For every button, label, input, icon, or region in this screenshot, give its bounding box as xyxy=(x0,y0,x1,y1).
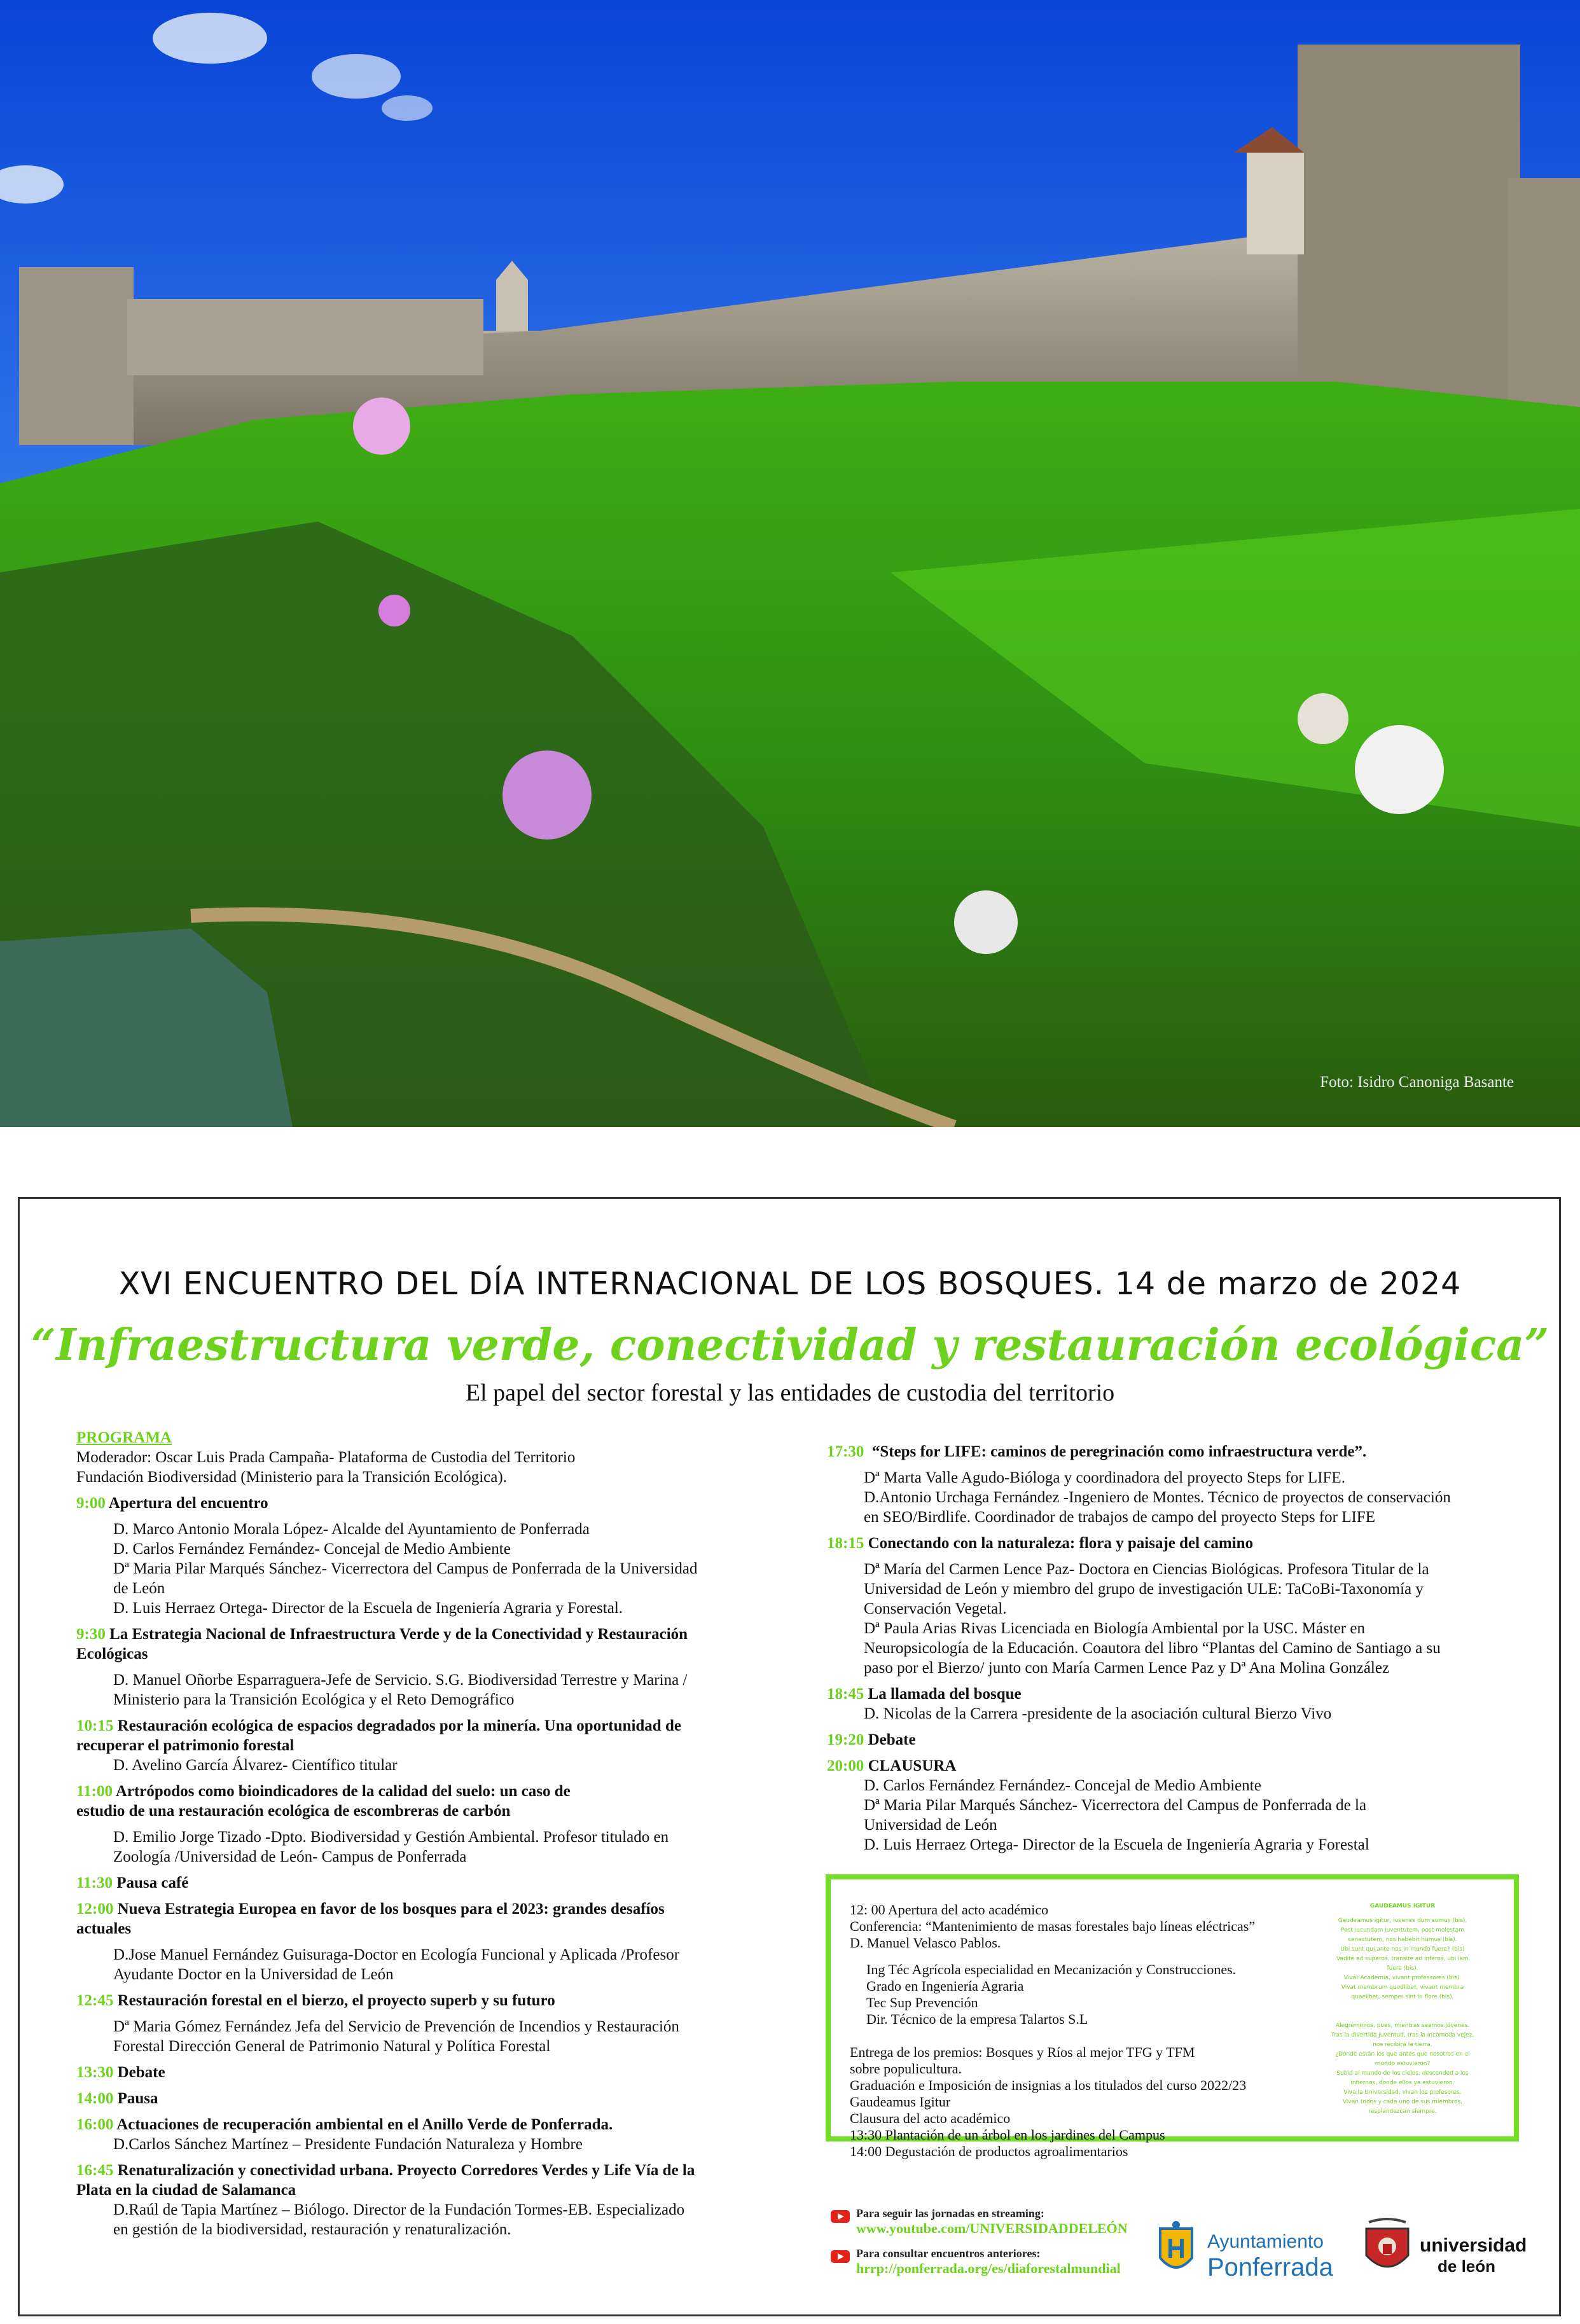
ponferrada-label: Ponferrada xyxy=(1207,2253,1333,2281)
session-title: Actuaciones de recuperación ambiental en el Anillo Verde de Ponferrada. xyxy=(116,2116,613,2133)
moderator-line: Fundación Biodiversidad (Ministerio para la Transición Ecológica). xyxy=(76,1469,507,1486)
session-time: 9:30 xyxy=(76,1626,106,1643)
youtube-icon[interactable] xyxy=(831,2250,850,2263)
ayuntamiento-label: Ayuntamiento xyxy=(1207,2231,1324,2252)
event-subtitle: “Infraestructura verde, conectividad y restauración ecológica” xyxy=(31,1320,1549,1371)
session-time: 16:45 xyxy=(76,2162,114,2179)
session-title: CLAUSURA xyxy=(868,1757,957,1774)
session-heading xyxy=(76,1873,763,1893)
speaker-line: paso por el Bierzo/ junto con María Carmen Lence Paz y Dª Ana Molina González xyxy=(864,1659,1390,1677)
youtube-icon[interactable] xyxy=(831,2210,850,2223)
session-title: estudio de una restauración ecológica de escombreras de carbón xyxy=(76,1802,511,1820)
lyrics-line: Vivan todos y cada uno de sus miembros, xyxy=(1342,2099,1463,2105)
speaker-line: D. Marco Antonio Morala López- Alcalde del Ayuntamiento de Ponferrada xyxy=(113,1521,590,1538)
speaker-line: Forestal Dirección General de Patrimonio Natural y Política Forestal xyxy=(113,2038,551,2055)
session-title: La llamada del bosque xyxy=(868,1685,1022,1703)
academic-line: D. Manuel Velasco Pablos. xyxy=(850,1935,1001,1951)
session-heading xyxy=(827,1730,1504,1750)
academic-line: 12: 00 Apertura del acto académico xyxy=(850,1902,1049,1918)
speaker-line: Dª Maria Pilar Marqués Sánchez- Vicerrectora del Campus de Ponferrada de la xyxy=(864,1797,1367,1814)
session-title: Plata en la ciudad de Salamanca xyxy=(76,2182,296,2199)
academic-line: 14:00 Degustación de productos agroalimentarios xyxy=(850,2143,1128,2159)
session-heading xyxy=(76,2161,763,2180)
speaker-line: D.Antonio Urchaga Fernández -Ingeniero de Montes. Técnico de proyectos de conservación xyxy=(864,1489,1451,1506)
session-heading xyxy=(76,1624,763,1644)
academic-act-text xyxy=(850,1902,1308,2160)
session-title: “Steps for LIFE: caminos de peregrinación como infraestructura verde”. xyxy=(871,1443,1367,1460)
academic-line: Entrega de los premios: Bosques y Ríos al mejor TFG y TFM xyxy=(850,2044,1195,2060)
event-title: XVI ENCUENTRO DEL DÍA INTERNACIONAL DE LOS BOSQUES. 14 de marzo de 2024 xyxy=(118,1266,1462,1302)
academic-line: sobre populicultura. xyxy=(850,2061,962,2077)
session-title: Restauración forestal en el bierzo, el proyecto superb y su futuro xyxy=(117,1992,555,2009)
speaker-line: D. Avelino García Álvarez- Científico titular xyxy=(113,1757,398,1774)
session-title: Nueva Estrategia Europea en favor de los bosques para el 2023: grandes desafíos xyxy=(117,1900,665,1918)
academic-line: Grado en Ingeniería Agraria xyxy=(866,1978,1024,1994)
lyrics-line: quaelibet, semper sint in flore (bis). xyxy=(1351,1994,1454,2000)
universidad-leon-crest-icon xyxy=(1362,2216,1412,2279)
session-time: 19:20 xyxy=(827,1731,864,1748)
speaker-line: D. Luis Herraez Ortega- Director de la Escuela de Ingeniería Agraria y Forestal xyxy=(864,1836,1369,1853)
speaker-line: D. Luis Herraez Ortega- Director de la Escuela de Ingeniería Agraria y Forestal. xyxy=(113,1600,623,1617)
speaker-line: en SEO/Birdlife. Coordinador de trabajos de campo del proyecto Steps for LIFE xyxy=(864,1509,1375,1526)
lyrics-line: Vivat membrum quodlibet, vivant membra xyxy=(1341,1984,1464,1991)
session-time: 12:00 xyxy=(76,1900,114,1918)
session-time: 18:45 xyxy=(827,1685,864,1703)
speaker-line: Zoología /Universidad de León- Campus de Ponferrada xyxy=(113,1848,467,1865)
lyrics-line: fuere (bis). xyxy=(1387,1965,1418,1972)
academic-line: Tec Sup Prevención xyxy=(866,1995,978,2010)
speaker-line: D. Carlos Fernández Fernández- Concejal de Medio Ambiente xyxy=(113,1540,511,1558)
lyrics-line: Vadite ad superos, transite ad inferos, ubi iam xyxy=(1336,1956,1469,1962)
program-left-column xyxy=(76,1428,763,2239)
lyrics-line: Viva la Universidad, vivan los profesores. xyxy=(1343,2089,1462,2096)
speaker-line: D. Manuel Oñorbe Esparraguera-Jefe de Servicio. S.G. Biodiversidad Terrestre y Marina / xyxy=(113,1671,688,1689)
header-photo xyxy=(0,0,1580,1127)
lyrics-line: nos recibirá la tierra. xyxy=(1373,2042,1432,2048)
session-time: 13:30 xyxy=(76,2064,114,2081)
session-heading xyxy=(76,1716,763,1736)
moderator-line: Moderador: Oscar Luis Prada Campaña- Plataforma de Custodia del Territorio xyxy=(76,1449,576,1466)
lyrics-title: GAUDEAMUS IGITUR xyxy=(1369,1903,1436,1909)
speaker-line: Dª María del Carmen Lence Paz- Doctora en Ciencias Biológicas. Profesora Titular de la xyxy=(864,1561,1429,1578)
speaker-line: D.Raúl de Tapia Martínez – Biólogo. Director de la Fundación Tormes-EB. Especializado xyxy=(113,2201,685,2218)
streaming-info xyxy=(856,2206,1128,2236)
session-heading xyxy=(76,1493,763,1513)
previous-editions-link[interactable]: hrrp://ponferrada.org/es/diaforestalmundial xyxy=(856,2260,1121,2276)
lyrics-line: ¿Dónde están los que antes que nosotros en el xyxy=(1335,2051,1470,2058)
castle-landscape-image xyxy=(0,0,1580,1127)
speaker-line: D.Carlos Sánchez Martínez – Presidente Fundación Naturaleza y Hombre xyxy=(113,2136,583,2153)
academic-line: Ing Téc Agrícola especialidad en Mecanización y Construcciones. xyxy=(866,1961,1237,1977)
speaker-line: Conservación Vegetal. xyxy=(864,1600,1007,1617)
session-heading xyxy=(827,1442,1504,1462)
session-title: Debate xyxy=(868,1731,916,1748)
session-time: 11:00 xyxy=(76,1783,113,1800)
program-right-column xyxy=(827,1442,1504,1855)
lyrics-line: mundo estuvieron? xyxy=(1375,2061,1431,2067)
universidad-label: universidad xyxy=(1420,2235,1527,2256)
session-title: Renaturalización y conectividad urbana. Proyecto Corredores Verdes y Life Vía de la xyxy=(117,2162,695,2179)
speaker-line: D. Carlos Fernández Fernández- Concejal de Medio Ambiente xyxy=(864,1777,1261,1794)
speaker-line: Universidad de León y miembro del grupo de investigación ULE: TaCoBi-Taxonomía y xyxy=(864,1580,1424,1598)
session-heading xyxy=(76,1781,763,1801)
session-heading xyxy=(827,1533,1504,1553)
session-heading xyxy=(76,2115,763,2134)
speaker-line: Dª Marta Valle Agudo-Bióloga y coordinadora del proyecto Steps for LIFE. xyxy=(864,1469,1345,1486)
de-leon-label: de león xyxy=(1438,2257,1496,2276)
lyrics-line: Alegrémonos, pues, mientras seamos jóvenes. xyxy=(1335,2023,1470,2029)
academic-line: 13:30 Plantación de un árbol en los jardines del Campus xyxy=(850,2127,1165,2143)
academic-line: Dir. Técnico de la empresa Talartos S.L xyxy=(866,2011,1088,2027)
speaker-line: Dª Paula Arias Rivas Licenciada en Biología Ambiental por la USC. Máster en xyxy=(864,1620,1365,1637)
session-title: Conectando con la naturaleza: flora y paisaje del camino xyxy=(868,1535,1254,1552)
session-title: Ecológicas xyxy=(76,1645,148,1663)
speaker-line: de León xyxy=(113,1580,165,1597)
session-title: actuales xyxy=(76,1920,132,1937)
speaker-line: en gestión de la biodiversidad, restauración y renaturalización. xyxy=(113,2221,511,2238)
session-time: 9:00 xyxy=(76,1495,106,1512)
session-title: La Estrategia Nacional de Infraestructura Verde y de la Conectividad y Restauración xyxy=(109,1626,688,1643)
lyrics-line: Tras la divertida juventud, tras la incómoda vejez, xyxy=(1331,2032,1474,2038)
lyrics-line: senectutem, nos habebit humus (bis). xyxy=(1348,1937,1457,1943)
session-time: 17:30 xyxy=(827,1443,864,1460)
session-time: 18:15 xyxy=(827,1535,864,1552)
session-time: 20:00 xyxy=(827,1757,864,1774)
session-title: Pausa café xyxy=(116,1874,189,1892)
speaker-line: Dª Maria Gómez Fernández Jefa del Servicio de Prevención de Incendios y Restauración xyxy=(113,2018,679,2035)
session-title: Debate xyxy=(117,2064,165,2081)
speaker-line: Dª Maria Pilar Marqués Sánchez- Vicerrectora del Campus de Ponferrada de la Universidad xyxy=(113,1560,698,1577)
gaudeamus-lyrics xyxy=(1304,1902,1501,2117)
ponferrada-crest-icon xyxy=(1156,2220,1196,2281)
speaker-line: Neuropsicología de la Educación. Coautora del libro “Plantas del Camino de Santiago a su xyxy=(864,1640,1441,1657)
session-heading xyxy=(827,1756,1504,1776)
speaker-line: D.Jose Manuel Fernández Guisuraga-Doctor en Ecología Funcional y Aplicada /Profesor xyxy=(113,1946,680,1963)
lyrics-line: Subid al mundo de los cielos, descended a los xyxy=(1336,2070,1469,2077)
lyrics-line: Ubi sunt qui ante nos in mundo fuere? (bis) xyxy=(1340,1946,1465,1953)
academic-line: Clausura del acto académico xyxy=(850,2110,1011,2126)
streaming-link[interactable]: www.youtube.com/UNIVERSIDADDELEÓN xyxy=(856,2220,1128,2236)
program-heading: PROGRAMA xyxy=(76,1429,172,1446)
lyrics-line: resplandezcan siempre. xyxy=(1368,2108,1437,2115)
streaming-label: Para seguir las jornadas en streaming: xyxy=(856,2207,1044,2220)
session-heading xyxy=(76,2089,763,2108)
photo-credit: Foto: Isidro Canoniga Basante xyxy=(1320,1074,1514,1091)
session-title: recuperar el patrimonio forestal xyxy=(76,1737,295,1754)
lyrics-line: infiernos, donde ellos ya estuvieron. xyxy=(1350,2080,1455,2086)
session-title: Pausa xyxy=(117,2090,158,2107)
session-time: 14:00 xyxy=(76,2090,114,2107)
session-heading xyxy=(76,1991,763,2010)
academic-line: Graduación e Imposición de insignias a los titulados del curso 2022/23 xyxy=(850,2077,1247,2093)
academic-line: Gaudeamus Igitur xyxy=(850,2094,951,2110)
lyrics-line: Gaudeamus igitur, iuvenes dum sumus (bis). xyxy=(1338,1918,1467,1924)
session-title: Artrópodos como bioindicadores de la calidad del suelo: un caso de xyxy=(115,1783,571,1800)
speaker-line: Ayudante Doctor en la Universidad de León xyxy=(113,1966,394,1983)
previous-editions-info xyxy=(856,2246,1121,2276)
lyrics-line: Post iucundam iuventutem, post molestam xyxy=(1341,1927,1464,1933)
event-tagline: El papel del sector forestal y las entidades de custodia del territorio xyxy=(465,1380,1115,1406)
speaker-line: Ministerio para la Transición Ecológica y el Reto Demográfico xyxy=(113,1691,515,1708)
session-title: Restauración ecológica de espacios degradados por la minería. Una oportunidad de xyxy=(117,1717,681,1734)
academic-line: Conferencia: “Mantenimiento de masas forestales bajo líneas eléctricas” xyxy=(850,1918,1256,1934)
speaker-line: D. Nicolas de la Carrera -presidente de la asociación cultural Bierzo Vivo xyxy=(864,1705,1332,1722)
session-heading xyxy=(76,1899,763,1919)
session-time: 10:15 xyxy=(76,1717,114,1734)
session-heading xyxy=(827,1684,1504,1704)
speaker-line: Universidad de León xyxy=(864,1816,997,1834)
session-time: 12:45 xyxy=(76,1992,114,2009)
session-title: Apertura del encuentro xyxy=(108,1495,268,1512)
session-heading xyxy=(76,2063,763,2082)
previous-label: Para consultar encuentros anteriores: xyxy=(856,2247,1041,2260)
session-time: 11:30 xyxy=(76,1874,113,1892)
lyrics-line: Vivat Academia, vivant professores (bis). xyxy=(1343,1975,1462,1981)
session-time: 16:00 xyxy=(76,2116,114,2133)
speaker-line: D. Emilio Jorge Tizado -Dpto. Biodiversidad y Gestión Ambiental. Profesor titulado en xyxy=(113,1829,669,1846)
